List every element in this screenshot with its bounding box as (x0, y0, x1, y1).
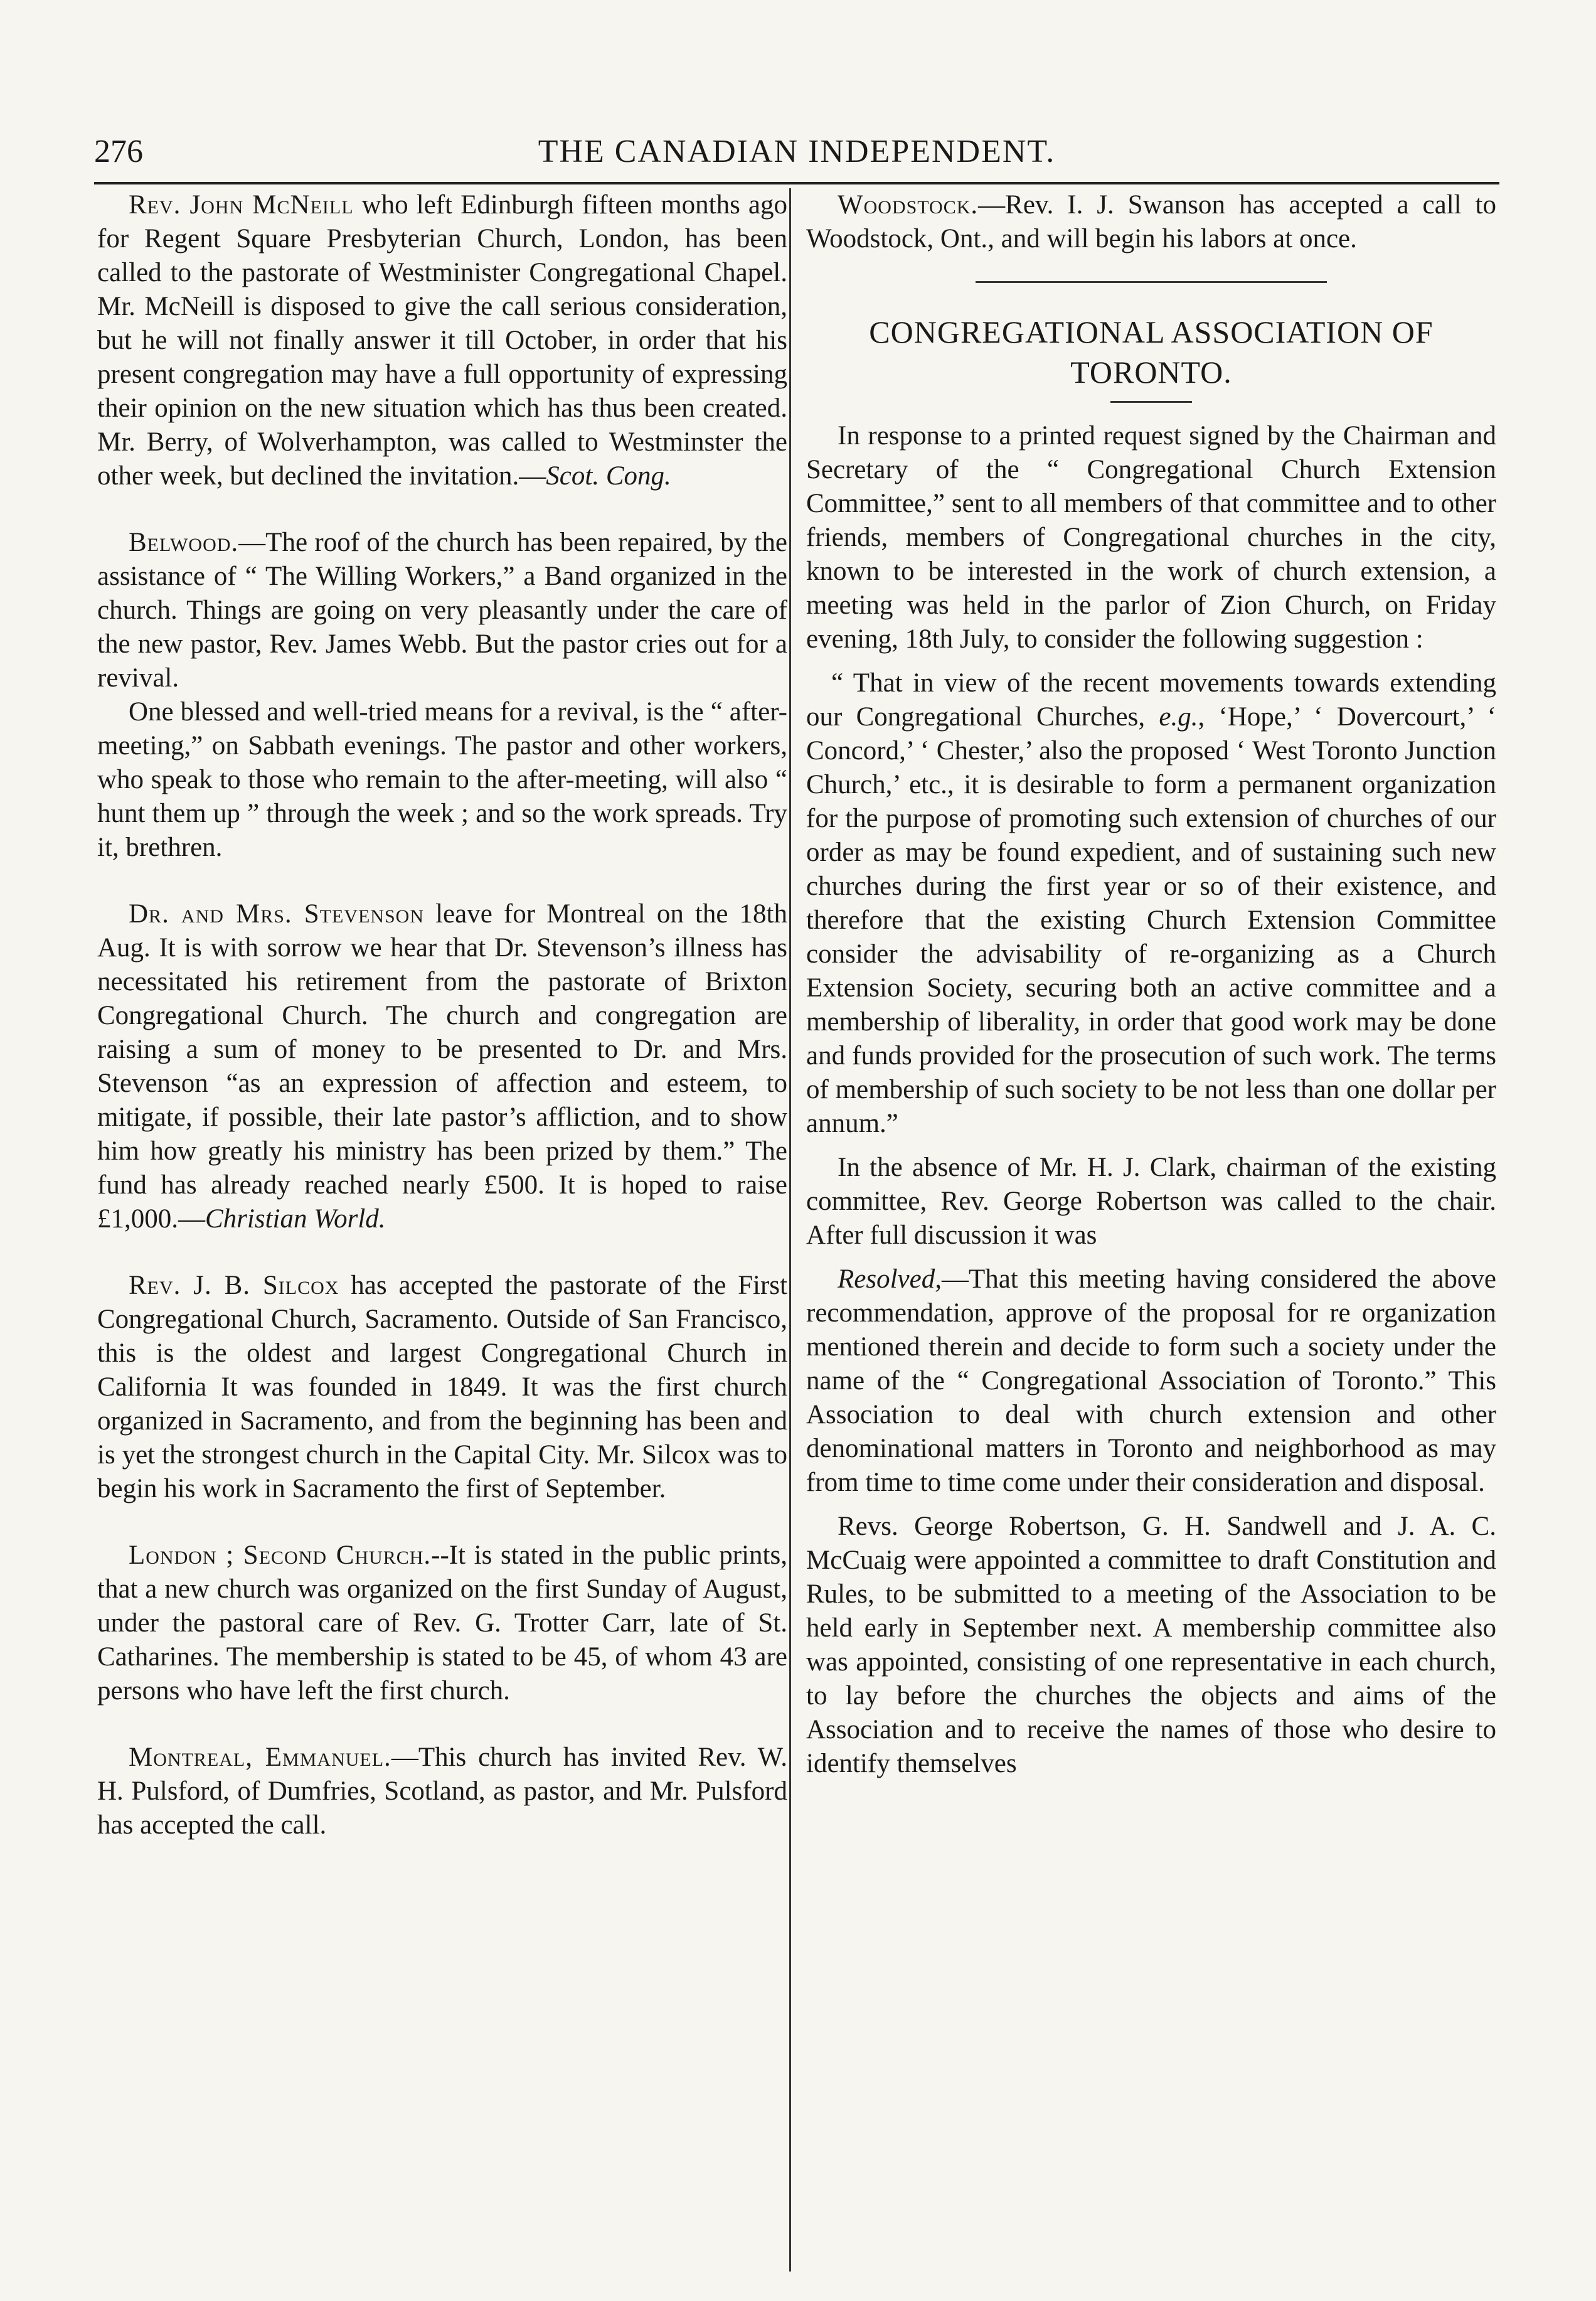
right-column (806, 188, 1496, 1791)
article-body: has accepted the pastorate of the First Congregational Church, Sacramento. Outside of San Francisco, this is the oldest and largest Congregational Church in California It was founded in 1849. It was the first church organized in Sacramento, and from the beginning has been and is yet the strongest church in the Capital City. Mr. Silcox was to begin his work in Sacramento the first of September. (97, 1271, 787, 1503)
article-body: leave for Montreal on the 18th Aug. It is with sorrow we hear that Dr. Stevenson’s illness has necessitated his retirement from the pastorate of Brixton Congregational Church. The church and congregation are raising a sum of money to be presented to Dr. and Mrs. Stevenson “as an expression of affection and esteem, to mitigate, if possible, their late pastor’s affliction, and to show him how greatly his ministry has been prized by them.” The fund has already reached nearly £500. It is hoped to raise £1,000.— (97, 899, 787, 1234)
article-montreal (97, 1741, 787, 1842)
resolution-text: —That this meeting having considered the above recommendation, approve of the proposal for re organization mentioned therein and decide to form such a society under the name of the “ Congregational Association of Toronto.” This Association to deal with church extension and other denominational matters in Toronto and neighborhood as may from time to time come under their consideration and disposal. (806, 1264, 1496, 1497)
article-body: --It is stated in the public prints, that a new church was organized on the first Sunday of August, under the pastoral care of Rev. G. Trotter Carr, late of St. Catharines. The membership is stated to be 45, of whom 43 are persons who have left the first church. (97, 1540, 787, 1706)
running-title: THE CANADIAN INDEPENDENT. (538, 134, 1056, 169)
article-stevenson (97, 897, 787, 1236)
article-lead: Belwood. (129, 528, 239, 557)
quote-text: , ‘Hope,’ ‘ Dovercourt,’ ‘ Concord,’ ‘ Chester,’ also the proposed ‘ West Toronto Junction Church,’ etc., it is desirable to form a permanent organization for the purpose of promoting such extension of churches of our order as may be found expedient, and of sustaining such new churches during the first year or so of their existence, and therefore that the existing Church Extension Committee consider the advisability of re-organizing as a Church Extension Society, securing both an active committee and a membership of liberality, in order that good work may be done and funds provided for the prosecution of such work. The terms of membership of such society to be not less than one dollar per annum.” (806, 702, 1496, 1138)
article-lead: Rev. John McNeill (129, 190, 354, 220)
heading-rule (1110, 401, 1192, 403)
association-resolution (806, 1263, 1496, 1500)
article-silcox (97, 1269, 787, 1506)
article-source: Scot. Cong. (546, 461, 671, 491)
article-body: —Rev. I. J. Swanson has accepted a call to Woodstock, Ont., and will begin his labors at once. (806, 190, 1496, 254)
article-belwood (97, 526, 787, 865)
article-lead: London ; Second Church. (129, 1540, 432, 1570)
article-lead: Rev. J. B. Silcox (129, 1271, 339, 1300)
left-column (97, 188, 787, 1875)
section-rule (976, 281, 1327, 283)
article-lead: Dr. and Mrs. Stevenson (129, 899, 424, 929)
quote-text: “ That in view of the recent movements towards extending our Congregational Churches, (806, 668, 1496, 732)
article-body: who left Edinburgh fifteen months ago for Regent Square Presbyterian Church, London, has been called to the pastorate of Westminister Congregational Chapel. Mr. McNeill is disposed to give the call serious consideration, but he will not finally answer it till October, in order that his present congregation may have a full opportunity of expressing their opinion on the new situation which has thus been created. Mr. Berry, of Wolverhampton, was called to Westminster the other week, but declined the invitation.— (97, 190, 787, 491)
page-number: 276 (94, 134, 143, 169)
column-divider (789, 188, 791, 2272)
association-paragraph-1: In response to a printed request signed by the Chairman and Secretary of the “ Congregational Church Extension Committee,” sent to all members of that committee and to other friends, members of Congregational churches in the city, known to be interested in the work of church extension, a meeting was held in the parlor of Zion Church, on Friday evening, 18th July, to consider the following suggestion : (806, 421, 1496, 654)
article-lead: Montreal, Emmanuel. (129, 1743, 391, 1772)
association-quote (806, 666, 1496, 1141)
article-body: —This church has invited Rev. W. H. Pulsford, of Dumfries, Scotland, as pastor, and Mr. Pulsford has accepted the call. (97, 1743, 787, 1840)
association-paragraph-2: In the absence of Mr. H. J. Clark, chairman of the existing committee, Rev. George Robertson was called to the chair. After full discussion it was (806, 1153, 1496, 1250)
article-woodstock (806, 188, 1496, 256)
article-body: —The roof of the church has been repaired, by the assistance of “ The Willing Workers,” a Band organized in the church. Things are going on very pleasantly under the care of the new pastor, Rev. James Webb. But the pastor cries out for a revival. (97, 528, 787, 693)
article-mcneill (97, 188, 787, 493)
quote-eg: e.g. (1159, 702, 1198, 732)
association-paragraph-3: Revs. George Robertson, G. H. Sandwell and J. A. C. McCuaig were appointed a committee to draft Constitution and Rules, to be submitted to a meeting of the Association to be held early in September next. A membership committee also was appointed, consisting of one representative in each church, to lay before the churches the objects and aims of the Association and to receive the names of those who desire to identify themselves (806, 1512, 1496, 1778)
resolved-word: Resolved, (838, 1264, 942, 1294)
section-heading-line-1: CONGREGATIONAL ASSOCIATION OF (869, 314, 1434, 350)
page-header (94, 125, 1499, 184)
article-body-continued: One blessed and well-tried means for a revival, is the “ after-meeting,” on Sabbath evenings. The pastor and other workers, who speak to those who remain to the after-meeting, will also “ hunt them up ” through the week ; and so the work spreads. Try it, brethren. (97, 697, 787, 862)
article-london (97, 1539, 787, 1708)
section-heading-line-2: TORONTO. (1070, 355, 1232, 390)
article-source: Christian World. (205, 1204, 386, 1234)
section-heading (806, 312, 1496, 392)
article-lead: Woodstock. (838, 190, 979, 220)
